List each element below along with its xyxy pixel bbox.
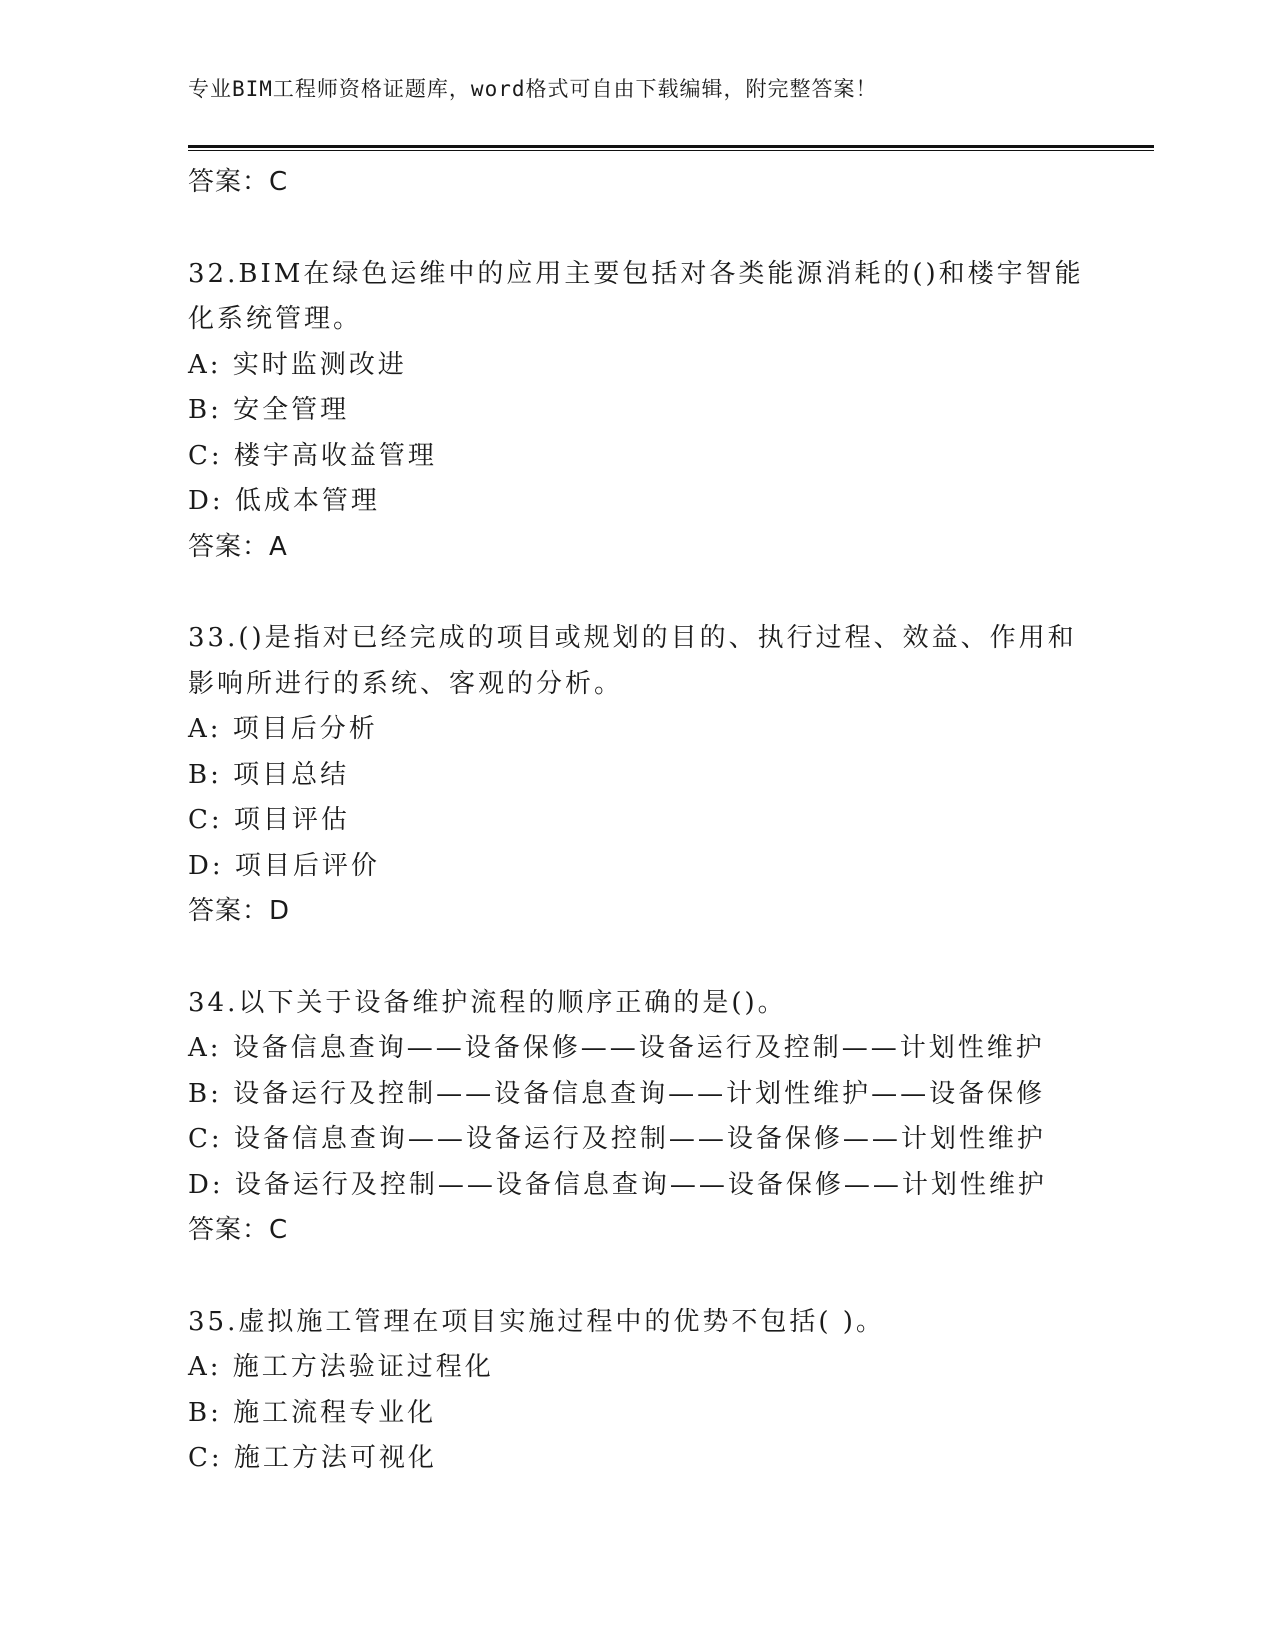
answer-line: 答案：C <box>188 167 289 197</box>
header-divider-thick <box>188 145 1154 148</box>
header-divider <box>188 145 1154 151</box>
question-text: 化系统管理。 <box>188 304 363 334</box>
option-d: D: 低成本管理 <box>188 486 380 516</box>
option-b: B: 施工流程专业化 <box>188 1397 437 1428</box>
spacer <box>188 1254 1088 1300</box>
question-text: 33.()是指对已经完成的项目或规划的目的、执行过程、效益、作用和 <box>188 623 1077 653</box>
question-text: 35.虚拟施工管理在项目实施过程中的优势不包括( )。 <box>188 1306 885 1337</box>
question-34 <box>188 981 1088 1254</box>
option-a: A: 设备信息查询——设备保修——设备运行及控制——计划性维护 <box>188 1033 1045 1063</box>
spacer <box>188 206 1088 252</box>
question-text: 34.以下关于设备维护流程的顺序正确的是()。 <box>188 987 787 1018</box>
header-divider-thin <box>188 150 1154 151</box>
option-a: A: 实时监测改进 <box>188 349 407 380</box>
option-d: D: 项目后评价 <box>188 850 380 881</box>
option-a: A: 施工方法验证过程化 <box>188 1352 494 1382</box>
option-c: C: 施工方法可视化 <box>188 1443 437 1473</box>
question-35 <box>188 1300 1088 1482</box>
question-32 <box>188 252 1088 571</box>
question-33 <box>188 616 1088 935</box>
option-d: D: 设备运行及控制——设备信息查询——设备保修——计划性维护 <box>188 1169 1047 1200</box>
question-text: 32.BIM在绿色运维中的应用主要包括对各类能源消耗的()和楼宇智能 <box>188 258 1084 289</box>
spacer <box>188 935 1088 981</box>
answer-line: 答案：A <box>188 531 288 562</box>
option-a: A: 项目后分析 <box>188 714 378 744</box>
option-c: C: 设备信息查询——设备运行及控制——设备保修——计划性维护 <box>188 1124 1046 1154</box>
question-text: 影响所进行的系统、客观的分析。 <box>188 668 624 699</box>
option-b: B: 项目总结 <box>188 759 350 790</box>
document-body <box>188 160 1088 1482</box>
answer-line: 答案：D <box>188 896 291 926</box>
answer-line: 答案：C <box>188 1215 289 1245</box>
option-c: C: 楼宇高收益管理 <box>188 440 437 471</box>
option-c: C: 项目评估 <box>188 805 350 835</box>
page-header: 专业BIM工程师资格证题库，word格式可自由下载编辑，附完整答案！ <box>188 77 878 101</box>
option-b: B: 安全管理 <box>188 395 350 425</box>
option-b: B: 设备运行及控制——设备信息查询——计划性维护——设备保修 <box>188 1078 1046 1109</box>
spacer <box>188 570 1088 616</box>
